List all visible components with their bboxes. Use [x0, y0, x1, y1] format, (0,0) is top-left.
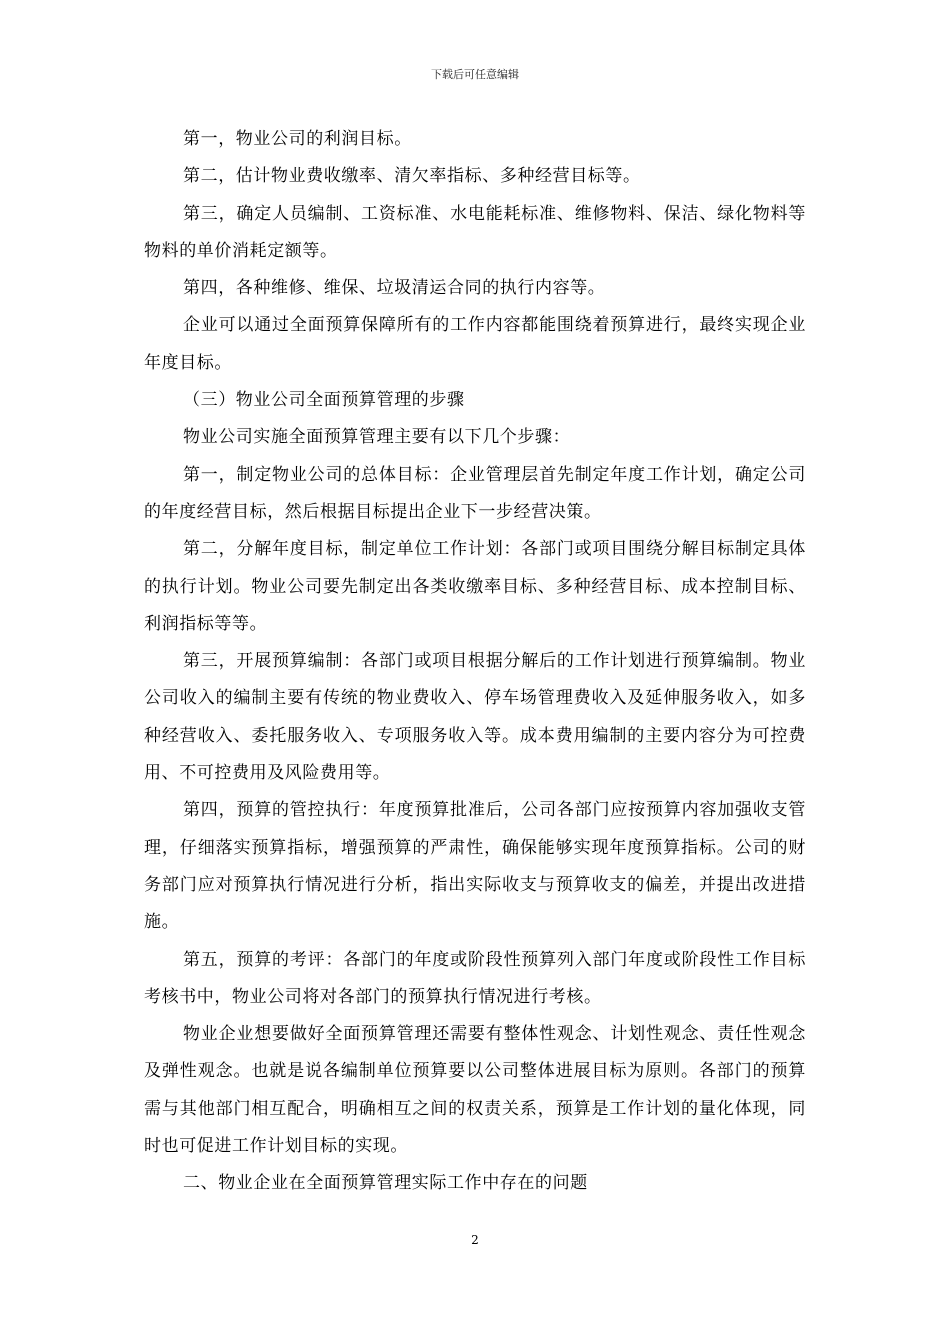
document-body	[144, 121, 806, 1203]
paragraph-concepts: 物业企业想要做好全面预算管理还需要有整体性观念、计划性观念、责任性观念及弹性观念。也就是说各编制单位预算要以公司整体进展目标为原则。各部门的预算需与其他部门相互配合，明确相互之间的权责关系，预算是工作计划的量化体现，同时也可促进工作计划目标的实现。	[144, 1024, 806, 1157]
section-heading-steps: （三）物业公司全面预算管理的步骤	[183, 390, 465, 411]
paragraph-step-five: 第五，预算的考评：各部门的年度或阶段性预算列入部门年度或阶段性工作目标考核书中，物业公司将对各部门的预算执行情况进行考核。	[144, 949, 806, 1007]
paragraph-step-four: 第四，预算的管控执行：年度预算批准后，公司各部门应按预算内容加强收支管理，仔细落实预算指标，增强预算的严肃性，确保能够实现年度预算指标。公司的财务部门应对预算执行情况进行分析，指出实际收支与预算收支的偏差，并提出改进措施。	[144, 800, 806, 933]
paragraph-contracts: 第四，各种维修、维保、垃圾清运合同的执行内容等。	[183, 278, 606, 299]
paragraph-step-two: 第二，分解年度目标，制定单位工作计划：各部门或项目围绕分解目标制定具体的执行计划。物业公司要先制定出各类收缴率目标、多种经营目标、成本控制目标、利润指标等等。	[144, 539, 806, 634]
paragraph-budget-goal: 企业可以通过全面预算保障所有的工作内容都能围绕着预算进行，最终实现企业年度目标。	[144, 315, 806, 373]
page-number: 2	[471, 1233, 479, 1247]
paragraph-staffing-standards: 第三，确定人员编制、工资标准、水电能耗标准、维修物料、保洁、绿化物料等物料的单价消耗定额等。	[144, 203, 806, 261]
page-header: 下载后可任意编辑	[431, 68, 519, 81]
paragraph-step-one: 第一，制定物业公司的总体目标：企业管理层首先制定年度工作计划，确定公司的年度经营目标，然后根据目标提出企业下一步经营决策。	[144, 464, 806, 522]
paragraph-collection-rate: 第二，估计物业费收缴率、清欠率指标、多种经营目标等。	[183, 166, 641, 187]
section-heading-problems: 二、物业企业在全面预算管理实际工作中存在的问题	[183, 1173, 588, 1194]
paragraph-steps-intro: 物业公司实施全面预算管理主要有以下几个步骤：	[183, 427, 571, 448]
paragraph-profit-target: 第一，物业公司的利润目标。	[183, 129, 412, 149]
paragraph-step-three: 第三，开展预算编制：各部门或项目根据分解后的工作计划进行预算编制。物业公司收入的编制主要有传统的物业费收入、停车场管理费收入及延伸服务收入，如多种经营收入、委托服务收入、专项服务收入等。成本费用编制的主要内容分为可控费用、不可控费用及风险费用等。	[144, 651, 806, 784]
